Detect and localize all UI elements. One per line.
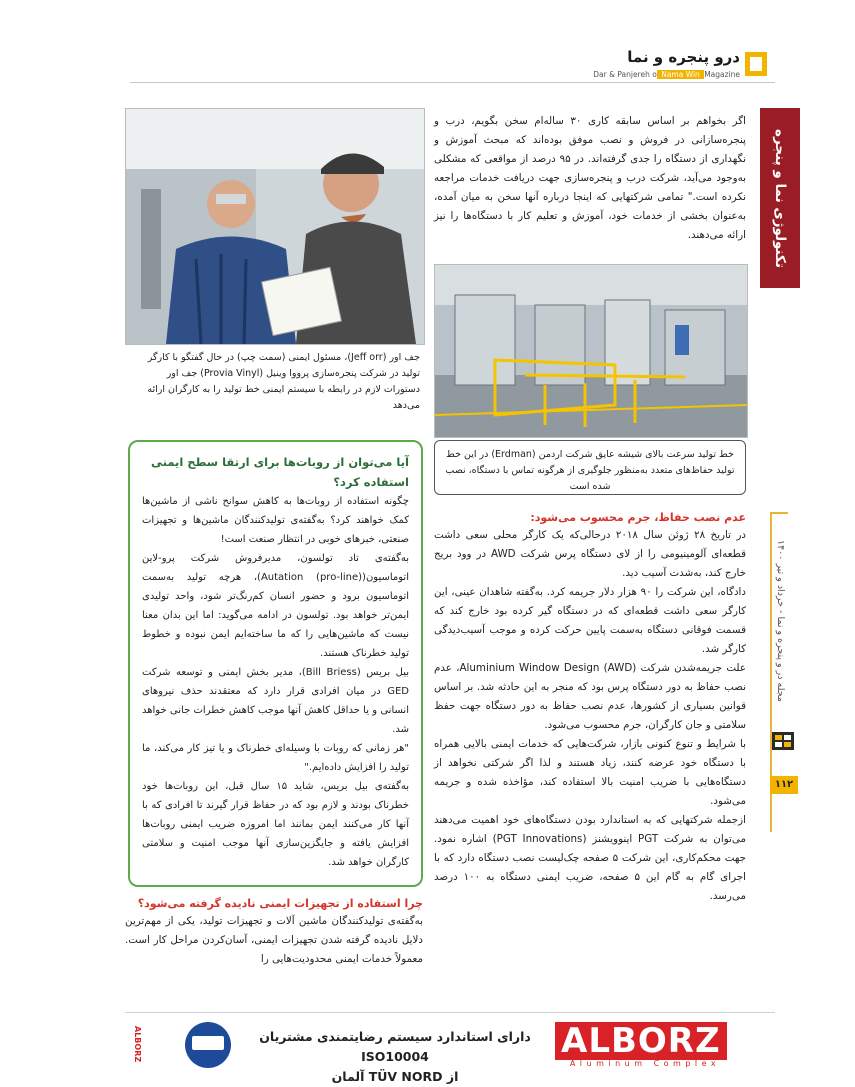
guard-paragraph-5: ازجمله شرکتهایی که به استاندارد بودن دستگاه‌های خود اهمیت می‌دهند می‌توان به شرکت PGT اینوویشنز (PGT Innovations) اشاره نمود. جهت محکم‌کاری، این شرکت ۵ صفحه چک‌لیست نصب دستگاه دارد که با اجرای گام به گام این ۵ صفحه، ضریب ایمنی دستگاه به ۱۰۰ درصد می‌رسد. <box>434 814 747 902</box>
footer-certification-text <box>240 1027 550 1087</box>
production-line-photo <box>434 264 748 438</box>
robots-paragraph-5: به‌گفته‌ی بیل بریس، شاید ۱۵ سال قبل، این روبات‌ها خود خطرناک بودند و لازم بود که در حفاظ قرار گیرند تا افرادی که با آنها کار می‌کنند ایمن بمانند اما امروزه ضریب ایمنی روبات‌ها افزایش یافته و جایگزین‌سازی آنها موجب امنیت و سلامتی کارگران خواهد شد. <box>142 781 410 868</box>
guard-paragraph-4: با شرایط و تنوع کنونی بازار، شرکت‌هایی که خدمات ایمنی بالایی همراه با دستگاه خود عرضه کنند، زیاد هستند و لذا اگر شرکتی نخواهد از دستگاه‌هایی با ضریب امنیت بالا استفاده کند، مؤاخذه شده و جریمه می‌شود. <box>434 738 746 807</box>
magazine-logo-mark <box>745 52 767 76</box>
footer-divider <box>125 1012 775 1013</box>
workers-photo-caption: جف اور (Jeff orr)، مسئول ایمنی (سمت چپ) در حال گفتگو با کارگر تولید در شرکت پنجره‌سازی پرووا وینیل (Provia Vinyl) جف اور دستورات لازم در رابطه با سیستم ایمنی خط تولید را به کارگران ارائه می‌دهد <box>147 352 420 411</box>
magazine-logo-title: درو پنجره و نما <box>627 48 740 66</box>
edge-brand-label: ALBORZ <box>133 1025 142 1063</box>
section-title: تکنولوژی نما و پنجره <box>772 128 788 268</box>
guard-paragraph-2: دادگاه، این شرکت را ۹۰ هزار دلار جریمه کرد. به‌گفته شاهدان عینی، این کارگر سعی داشت قطعه‌ای که در دستگاه گیر کرده بود خارج کند که قسمت فوقانی دستگاه به‌سمت پایین حرکت کرده و موجب آسیب‌دیدگی کارگر شد. <box>434 586 746 655</box>
production-line-caption: خط تولید سرعت بالای شیشه عایق شرکت اردمن (Erdman) در این خط تولید حفاظ‌های متعدد به‌منظور جلوگیری از هرگونه تماس با دستگاه، نصب شده است <box>434 440 746 495</box>
safety-ignored-paragraph: به‌گفته‌ی تولیدکنندگان ماشین آلات و تجهیزات تولید، یکی از مهم‌ترین دلایل نادیده گرفته شدن تجهیزات ایمنی، آسان‌کردن مراحل کار است. معمولاً خدمات ایمنی محدودیت‌هایی را <box>125 915 423 965</box>
footer-line-1: دارای استاندارد سیستم رضایتمندی مشتریان ISO10004 <box>259 1029 531 1064</box>
guard-section-heading: عدم نصب حفاظ، جرم محسوب می‌شود: <box>530 511 746 524</box>
guard-paragraph-3: علت جریمه‌شدن شرکت (Aluminium Window Design (AWD، عدم نصب حفاظ به دور دستگاه پرس بود که منجر به این حادثه شد. بر اساس قوانین بسیاری از کشورها، عدم نصب حفاظ به دور دستگاه جهت حفظ سلامتی و جان کارگران، جرم محسوب می‌شود. <box>434 662 746 731</box>
robots-paragraph-1: چگونه استفاده از روبات‌ها به کاهش سوانح ناشی از ماشین‌ها کمک خواهند کرد؟ به‌گفته‌ی تولیدکنندگان ماشین‌ها و تجهیزات صنعتی، خبرهای خوبی در انتظار صنعت است! <box>142 496 409 545</box>
robots-paragraph-3: بیل بریس (Bill Briess)، مدیر بخش ایمنی و توسعه شرکت GED در میان افرادی قرار دارد که معتقدند حذف نیروهای انسانی و یا حداقل کاهش آنها موجب کاهش خطرات جانی خواهد شد. <box>142 667 410 735</box>
workers-photo <box>125 108 425 345</box>
alborz-brand-name: ALBORZ <box>555 1022 727 1060</box>
guard-section <box>434 510 746 985</box>
tuv-nord-seal-icon <box>185 1022 231 1068</box>
alborz-brand-subtitle: Aluminum Complex <box>569 1059 721 1068</box>
robots-question-heading: آیا می‌توان از روبات‌ها برای ارتقا سطح ایمنی استفاده کرد؟ <box>151 455 409 489</box>
alborz-brand-logo <box>555 1022 735 1068</box>
magazine-issue-info: مجله در و پنجره و نما - خرداد و تیر ۱۴۰۰ <box>775 540 786 702</box>
robots-paragraph-2: به‌گفته‌ی تاد تولسون، مدیرفروش شرکت پرو-لاین اتوماسیون((pro-line) Autation)، هرچه تولید به‌سمت اتوماسیون برود و حضور انسان کم‌رنگ‌تر شود، واحد تولیدی ایمن‌تر خواهد بود. تولسون در ادامه می‌گوید: اما این بدان معنا نیست که ماشین‌هایی را که ما ساخته‌ایم ایمن نبوده و خطوط تولید خطرناک هستند. <box>142 553 409 659</box>
header-divider <box>130 82 775 83</box>
guard-paragraph-1: در تاریخ ۲۸ ژوئن سال ۲۰۱۸ درحالی‌که یک کارگر محلی سعی داشت قطعه‌ای آلومینیومی را از لای دستگاه پرس شرکت AWD در وود بریج خارج کند، به‌شدت آسیب دید. <box>434 529 746 579</box>
robots-sidebar-box <box>128 440 423 887</box>
page-number: ۱۱۲ <box>770 776 798 794</box>
side-gold-tick <box>770 512 788 514</box>
window-logo-icon <box>772 732 794 750</box>
footer-line-2: از TÜV NORD آلمان <box>331 1069 459 1084</box>
safety-ignored-section <box>125 896 423 996</box>
intro-paragraph: اگر بخواهم بر اساس سابقه کاری ۳۰ ساله‌ام سخن بگویم، درب و پنجره‌سازانی در فروش و نصب موفق بوده‌اند که مبحث آموزش و نگهداری از دستگاه را جدی گرفته‌اند. در ۹۵ درصد از مواقعی که مشکلی به‌وجود می‌آید، شرکت درب و پنجره‌سازی جهت دریافت خدمات مراجعه نکرده است." تمامی شرکتهایی که اینجا درباره آنها سخن به میان آمده، به‌عنوان بخشی از خدمات خود، آموزش و تعلیم کار با دستگاه‌ها را نیز ارائه می‌دهند. <box>434 115 747 241</box>
magazine-logo-subtitle: Dar & Panjereh o Nama Win Magazine <box>593 70 740 79</box>
safety-ignored-heading: چرا استفاده از تجهیزات ایمنی نادیده گرفته می‌شود؟ <box>137 897 423 910</box>
robots-paragraph-4: "هر زمانی که روبات با وسیله‌ای خطرناک و یا تیز کار می‌کند، ما تولید را افزایش داده‌ایم." <box>142 743 409 773</box>
